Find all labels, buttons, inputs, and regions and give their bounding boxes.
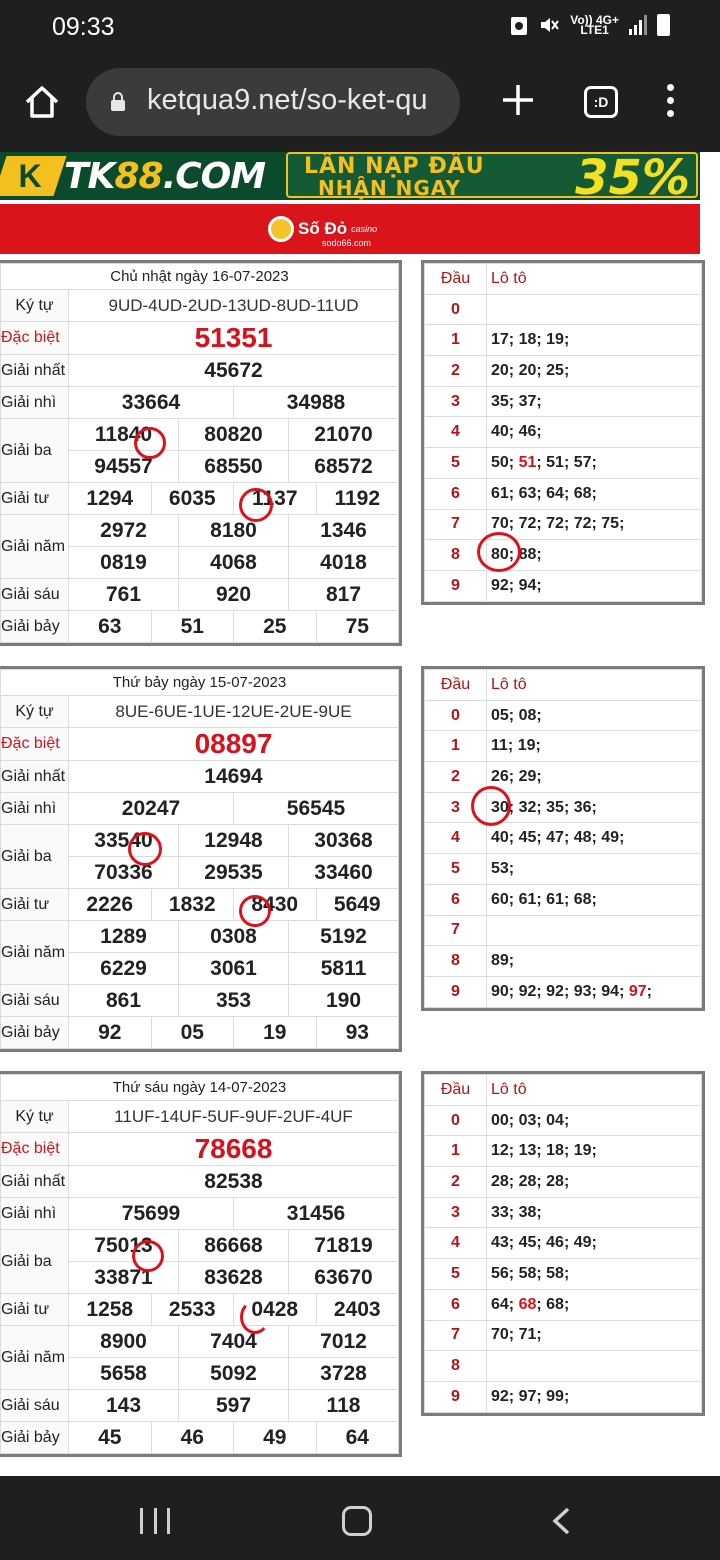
- network-label-bottom: LTE1: [580, 23, 609, 37]
- result-cell: 12948: [179, 825, 289, 857]
- prize-label: Ký tự: [1, 290, 69, 322]
- result-cell: 1294: [69, 483, 152, 515]
- loto-row: [425, 417, 702, 448]
- loto-head: 0: [425, 1105, 487, 1136]
- tk88-brand: TK88.COM: [64, 156, 266, 197]
- result-cell: 2403: [316, 1294, 399, 1326]
- result-cell: 761: [69, 579, 179, 611]
- loto-row: [425, 700, 702, 731]
- loto-values: 80; 88;: [491, 546, 542, 564]
- loto-header-dau: Đầu: [425, 670, 487, 701]
- loto-values: ;: [646, 982, 652, 1000]
- result-cell: 2533: [151, 1294, 234, 1326]
- loto-row: [425, 1289, 702, 1320]
- result-cell: 14694: [69, 761, 399, 793]
- special-prize: 78668: [69, 1133, 399, 1166]
- new-tab-icon[interactable]: [498, 80, 538, 120]
- status-bar: [0, 0, 720, 56]
- result-cell: 8UE-6UE-1UE-12UE-2UE-9UE: [69, 696, 399, 728]
- sodo-banner[interactable]: [0, 204, 700, 254]
- loto-highlight: 68: [518, 1295, 537, 1313]
- result-cell: 80820: [179, 419, 289, 451]
- network-label-top: Vo)) 4G+: [570, 13, 619, 27]
- result-cell: 33664: [69, 387, 234, 419]
- prize-label: Giải ba: [1, 419, 69, 483]
- result-table: [0, 260, 402, 646]
- loto-row: [425, 1259, 702, 1290]
- loto-head: 2: [425, 1167, 487, 1198]
- prize-label: Giải nhì: [1, 387, 69, 419]
- result-cell: 5811: [289, 953, 399, 985]
- special-prize: 08897: [69, 728, 399, 761]
- tk88-promo-line2: NHẬN NGAY: [318, 176, 461, 200]
- result-cell: 6035: [151, 483, 234, 515]
- loto-values: 12; 13; 18; 19;: [491, 1142, 597, 1160]
- result-cell: 68572: [289, 451, 399, 483]
- loto-row: [425, 448, 702, 479]
- result-cell: 70336: [69, 857, 179, 889]
- result-cell: 11UF-14UF-5UF-9UF-2UF-4UF: [69, 1101, 399, 1133]
- loto-values: ; 51; 57;: [536, 453, 597, 471]
- prize-label: Giải năm: [1, 1326, 69, 1390]
- loto-row: [425, 792, 702, 823]
- annotation-circle: [477, 532, 521, 572]
- result-cell: 6229: [69, 953, 179, 985]
- loto-head: 2: [425, 356, 487, 387]
- loto-row: [425, 1197, 702, 1228]
- loto-head: 0: [425, 700, 487, 731]
- loto-values: 60; 61; 61; 68;: [491, 890, 597, 908]
- result-cell: 71819: [289, 1230, 399, 1262]
- prize-label: Ký tự: [1, 696, 69, 728]
- prize-label: Đặc biệt: [1, 1133, 69, 1166]
- result-cell: 597: [179, 1390, 289, 1422]
- result-cell: 8900: [69, 1326, 179, 1358]
- loto-highlight: 51: [518, 453, 537, 471]
- prize-label: Giải bảy: [1, 1017, 69, 1049]
- result-cell: 353: [179, 985, 289, 1017]
- result-cell: 11840: [69, 419, 179, 451]
- loto-head: 8: [425, 1351, 487, 1382]
- result-cell: 56545: [234, 793, 399, 825]
- loto-head: 6: [425, 478, 487, 509]
- sodo-name: Số Đỏ: [298, 219, 348, 238]
- loto-values: 33; 38;: [491, 1203, 542, 1221]
- loto-row: [425, 854, 702, 885]
- loto-values: 92; 94;: [491, 576, 542, 594]
- tk88-banner[interactable]: [0, 152, 700, 200]
- result-cell: 2972: [69, 515, 179, 547]
- system-nav-bar: [0, 1476, 720, 1560]
- prize-label: Giải nhì: [1, 1198, 69, 1230]
- annotation-circle: [239, 895, 271, 927]
- prize-label: Đặc biệt: [1, 728, 69, 761]
- draw-date: Chủ nhật ngày 16-07-2023: [1, 264, 399, 290]
- loto-values: 70; 72; 72; 72; 75;: [491, 515, 625, 533]
- loto-row: [425, 1351, 702, 1382]
- loto-head: 1: [425, 1136, 487, 1167]
- loto-values: 92; 97; 99;: [491, 1387, 570, 1405]
- loto-values: 50;: [491, 453, 519, 471]
- annotation-circle: [239, 488, 273, 522]
- result-cell: 0428: [234, 1294, 317, 1326]
- result-cell: 30368: [289, 825, 399, 857]
- recent-apps-icon[interactable]: [140, 1508, 170, 1534]
- result-cell: 83628: [179, 1262, 289, 1294]
- loto-header-loto: Lô tô: [487, 264, 702, 295]
- result-cell: 93: [316, 1017, 399, 1049]
- loto-values: 17; 18; 19;: [491, 331, 570, 349]
- result-cell: 1258: [69, 1294, 152, 1326]
- loto-values: 11; 19;: [491, 737, 541, 755]
- lock-icon: [110, 92, 126, 112]
- prize-label: Giải sáu: [1, 579, 69, 611]
- loto-head: 0: [425, 294, 487, 325]
- loto-row: [425, 1167, 702, 1198]
- result-cell: 3061: [179, 953, 289, 985]
- result-cell: 1832: [151, 889, 234, 921]
- result-cell: 19: [234, 1017, 317, 1049]
- annotation-circle: [132, 1240, 164, 1272]
- result-cell: 190: [289, 985, 399, 1017]
- loto-head: 7: [425, 509, 487, 540]
- loto-values: 05; 08;: [491, 706, 542, 724]
- tk88-logo: K: [0, 156, 66, 196]
- prize-label: Giải ba: [1, 825, 69, 889]
- result-cell: 33871: [69, 1262, 179, 1294]
- loto-row: [425, 478, 702, 509]
- loto-values: 40; 45; 47; 48; 49;: [491, 829, 625, 847]
- sodo-url: sodo66.com: [322, 238, 372, 248]
- loto-values: 30; 32; 35; 36;: [491, 798, 597, 816]
- loto-head: 5: [425, 854, 487, 885]
- annotation-circle: [240, 1300, 270, 1334]
- browser-toolbar: [0, 56, 720, 152]
- loto-head: 8: [425, 946, 487, 977]
- loto-row: [425, 976, 702, 1007]
- loto-table: [421, 666, 705, 1011]
- status-time: 09:33: [52, 13, 115, 41]
- prize-label: Giải sáu: [1, 985, 69, 1017]
- loto-row: [425, 325, 702, 356]
- loto-row: [425, 1320, 702, 1351]
- result-cell: 64: [316, 1422, 399, 1454]
- result-cell: 34988: [234, 387, 399, 419]
- result-cell: 75699: [69, 1198, 234, 1230]
- result-cell: 1346: [289, 515, 399, 547]
- prize-label: Giải tư: [1, 483, 69, 515]
- prize-label: Giải năm: [1, 515, 69, 579]
- sodo-logo-icon: [268, 216, 294, 242]
- loto-row: [425, 356, 702, 387]
- result-cell: 86668: [179, 1230, 289, 1262]
- loto-highlight: 97: [628, 982, 647, 1000]
- loto-row: [425, 1136, 702, 1167]
- prize-label: Giải ba: [1, 1230, 69, 1294]
- result-cell: 45672: [69, 355, 399, 387]
- loto-head: 1: [425, 731, 487, 762]
- result-cell: 49: [234, 1422, 317, 1454]
- loto-values: ; 68;: [536, 1295, 570, 1313]
- annotation-circle: [134, 427, 166, 459]
- result-cell: 29535: [179, 857, 289, 889]
- tk88-promo-percent: 35%: [575, 152, 690, 200]
- tab-switcher-button[interactable]: :D: [584, 86, 618, 118]
- loto-table: [421, 1071, 705, 1416]
- annotation-circle: [128, 832, 162, 866]
- loto-head: 5: [425, 448, 487, 479]
- result-cell: 75013: [69, 1230, 179, 1262]
- loto-head: 4: [425, 1228, 487, 1259]
- result-cell: 3728: [289, 1358, 399, 1390]
- loto-row: [425, 570, 702, 601]
- loto-head: 7: [425, 1320, 487, 1351]
- prize-label: Giải nhất: [1, 355, 69, 387]
- result-cell: 861: [69, 985, 179, 1017]
- result-cell: 817: [289, 579, 399, 611]
- loto-values: 40; 46;: [491, 423, 542, 441]
- result-cell: 5649: [316, 889, 399, 921]
- result-cell: 4068: [179, 547, 289, 579]
- loto-header-loto: Lô tô: [487, 670, 702, 701]
- result-cell: 68550: [179, 451, 289, 483]
- loto-row: [425, 946, 702, 977]
- result-cell: 25: [234, 611, 317, 643]
- loto-row: [425, 1381, 702, 1412]
- result-cell: 0819: [69, 547, 179, 579]
- loto-head: 3: [425, 1197, 487, 1228]
- result-cell: 33540: [69, 825, 179, 857]
- url-bar[interactable]: [86, 68, 460, 136]
- url-text[interactable]: ketqua9.net/so-ket-qu: [147, 84, 428, 116]
- result-cell: 5658: [69, 1358, 179, 1390]
- loto-values: 20; 20; 25;: [491, 361, 570, 379]
- result-cell: 51: [151, 611, 234, 643]
- loto-row: [425, 762, 702, 793]
- result-cell: 31456: [234, 1198, 399, 1230]
- loto-row: [425, 386, 702, 417]
- loto-row: [425, 731, 702, 762]
- loto-values: 28; 28; 28;: [491, 1172, 570, 1190]
- home-icon[interactable]: [22, 82, 62, 122]
- result-cell: 4018: [289, 547, 399, 579]
- loto-head: 3: [425, 386, 487, 417]
- result-cell: 1192: [316, 483, 399, 515]
- sodo-tag: casino: [351, 224, 378, 234]
- result-cell: 63: [69, 611, 152, 643]
- loto-head: 1: [425, 325, 487, 356]
- loto-values: 61; 63; 64; 68;: [491, 484, 597, 502]
- result-cell: 46: [151, 1422, 234, 1454]
- loto-values: 64;: [491, 1295, 519, 1313]
- loto-row: [425, 1105, 702, 1136]
- result-cell: 5192: [289, 921, 399, 953]
- more-menu-icon[interactable]: [662, 84, 678, 124]
- photo-notification-icon: [510, 14, 528, 36]
- result-cell: 1289: [69, 921, 179, 953]
- result-cell: 1137: [234, 483, 317, 515]
- loto-head: 7: [425, 915, 487, 946]
- result-cell: 0308: [179, 921, 289, 953]
- loto-row: [425, 1228, 702, 1259]
- result-table: [0, 1071, 402, 1457]
- signal-icon: [629, 15, 647, 35]
- loto-values: 53;: [491, 859, 515, 877]
- loto-head: 4: [425, 823, 487, 854]
- loto-row: [425, 915, 702, 946]
- loto-head: 9: [425, 1381, 487, 1412]
- loto-header-dau: Đầu: [425, 1075, 487, 1106]
- prize-label: Giải năm: [1, 921, 69, 985]
- result-cell: 143: [69, 1390, 179, 1422]
- prize-label: Giải tư: [1, 889, 69, 921]
- loto-head: 2: [425, 762, 487, 793]
- loto-head: 9: [425, 570, 487, 601]
- loto-table: [421, 260, 705, 605]
- loto-head: 6: [425, 884, 487, 915]
- loto-values: 56; 58; 58;: [491, 1264, 570, 1282]
- result-cell: 7012: [289, 1326, 399, 1358]
- result-cell: 2226: [69, 889, 152, 921]
- prize-label: Đặc biệt: [1, 322, 69, 355]
- result-cell: 7404: [179, 1326, 289, 1358]
- prize-label: Giải bảy: [1, 1422, 69, 1454]
- loto-head: 6: [425, 1289, 487, 1320]
- loto-head: 8: [425, 540, 487, 571]
- loto-values: 90; 92; 92; 93; 94;: [491, 982, 629, 1000]
- result-cell: 63670: [289, 1262, 399, 1294]
- result-cell: 8430: [234, 889, 317, 921]
- loto-row: [425, 509, 702, 540]
- result-cell: 92: [69, 1017, 152, 1049]
- loto-row: [425, 294, 702, 325]
- loto-values: 89;: [491, 952, 515, 970]
- loto-row: [425, 823, 702, 854]
- mute-icon: [538, 14, 560, 36]
- result-cell: 920: [179, 579, 289, 611]
- result-cell: 75: [316, 611, 399, 643]
- special-prize: 51351: [69, 322, 399, 355]
- result-cell: 94557: [69, 451, 179, 483]
- loto-head: 9: [425, 976, 487, 1007]
- back-icon[interactable]: [548, 1506, 576, 1536]
- draw-date: Thứ sáu ngày 14-07-2023: [1, 1075, 399, 1101]
- loto-values: 70; 71;: [491, 1326, 542, 1344]
- loto-values: 35; 37;: [491, 392, 542, 410]
- result-cell: 05: [151, 1017, 234, 1049]
- draw-date: Thứ bảy ngày 15-07-2023: [1, 670, 399, 696]
- loto-values: 26; 29;: [491, 767, 542, 785]
- prize-label: Giải sáu: [1, 1390, 69, 1422]
- tk88-promo: [286, 152, 698, 198]
- result-cell: 82538: [69, 1166, 399, 1198]
- loto-row: [425, 884, 702, 915]
- battery-icon: [657, 14, 670, 36]
- result-cell: 21070: [289, 419, 399, 451]
- loto-row: [425, 540, 702, 571]
- loto-head: 4: [425, 417, 487, 448]
- result-cell: 5092: [179, 1358, 289, 1390]
- prize-label: Giải nhì: [1, 793, 69, 825]
- loto-values: 00; 03; 04;: [491, 1111, 570, 1129]
- result-cell: 8180: [179, 515, 289, 547]
- prize-label: Ký tự: [1, 1101, 69, 1133]
- loto-head: 5: [425, 1259, 487, 1290]
- result-cell: 33460: [289, 857, 399, 889]
- prize-label: Giải tư: [1, 1294, 69, 1326]
- annotation-circle: [471, 786, 511, 826]
- result-table: [0, 666, 402, 1052]
- loto-head: 3: [425, 792, 487, 823]
- prize-label: Giải nhất: [1, 1166, 69, 1198]
- loto-values: 43; 45; 46; 49;: [491, 1234, 597, 1252]
- prize-label: Giải nhất: [1, 761, 69, 793]
- result-cell: 45: [69, 1422, 152, 1454]
- tk88-promo-line1: LẦN NẠP ĐẦU: [304, 154, 485, 179]
- loto-header-loto: Lô tô: [487, 1075, 702, 1106]
- result-cell: 20247: [69, 793, 234, 825]
- home-nav-icon[interactable]: [342, 1506, 372, 1536]
- loto-header-dau: Đầu: [425, 264, 487, 295]
- result-cell: 118: [289, 1390, 399, 1422]
- prize-label: Giải bảy: [1, 611, 69, 643]
- result-cell: 9UD-4UD-2UD-13UD-8UD-11UD: [69, 290, 399, 322]
